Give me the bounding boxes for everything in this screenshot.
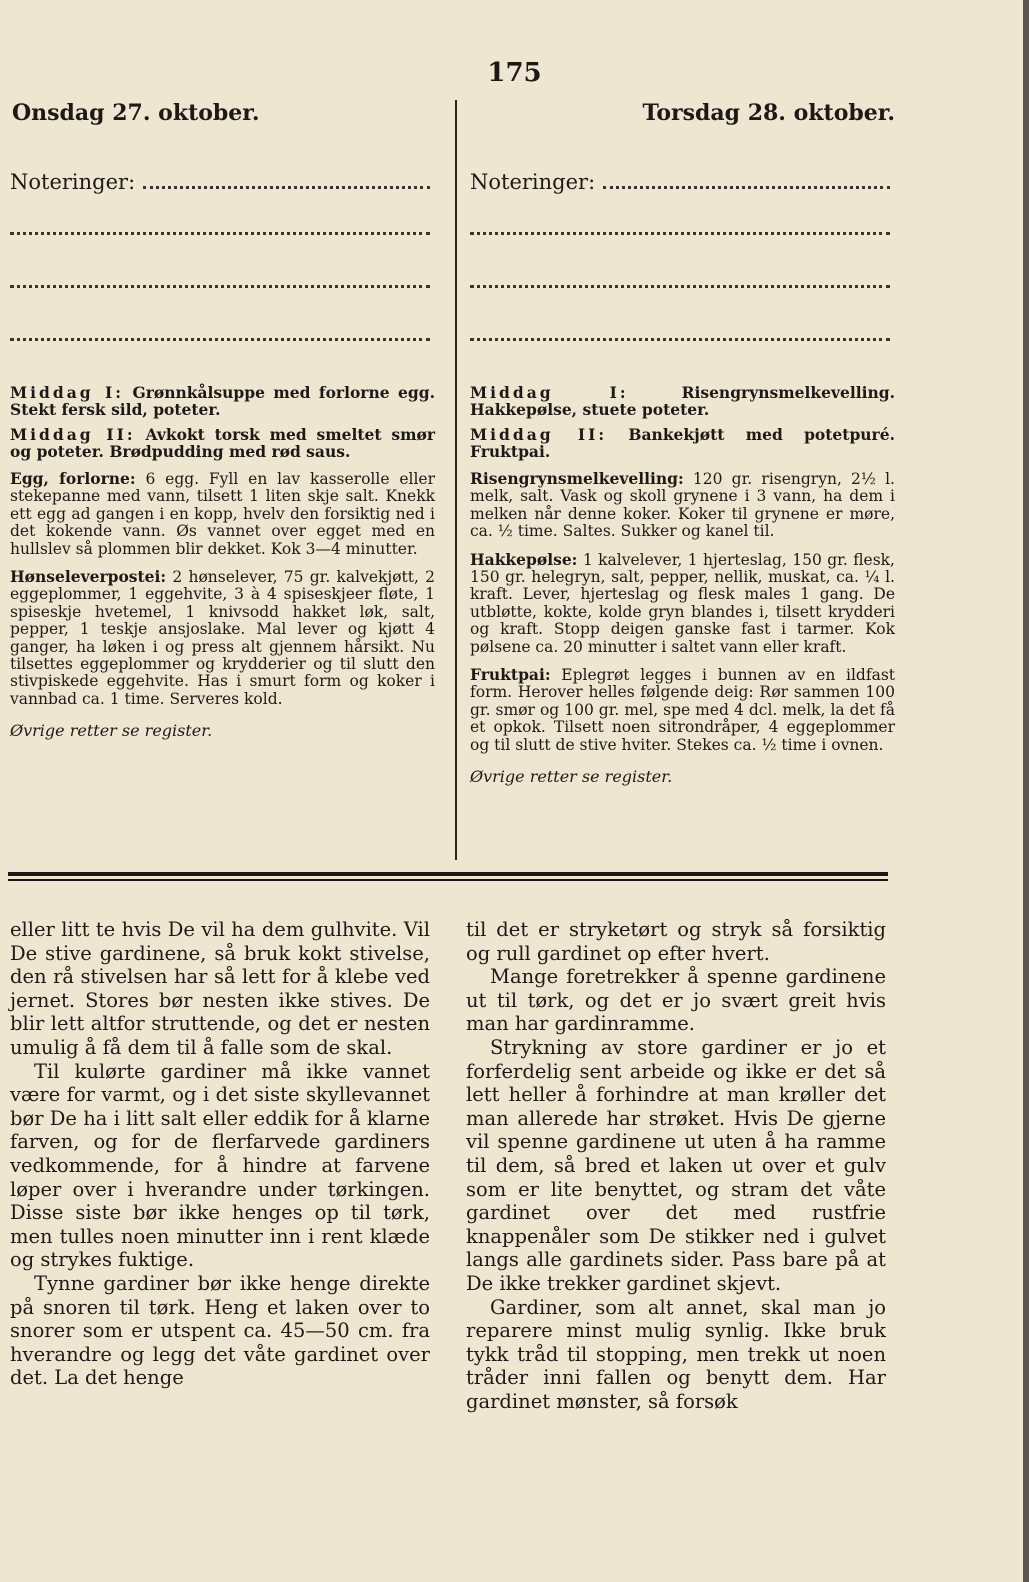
article-paragraph: Strykning av store gardiner er jo et forferdelig sent arbeide og ikke er det så lett heller å forhindre at man krøller det man allerede har strøket. Hvis De gjerne vil spenne gardinene ut uten å ha ramme til dem, så bred et laken ut over et gulv som er lite benyttet, og stram det våte gardinet over det med rustfrie knappenåler som De stikker ned i gulvet langs alle gardinets sider. Pass bare på at De ikke trekker gardinet skjevt. (466, 1035, 886, 1295)
dotted-line (10, 338, 430, 341)
article-paragraph: Til kulørte gardiner må ikke vannet være for varmt, og i det siste skyllevannet bør De ha i litt salt eller eddik for å klarne farven, og for de flerfarvede gardiners vedkommende, for å hindre at farvene løper over i hverandre under tørkingen. Disse siste bør ikke henges op til tørk, men tulles noen minutter inn i rent klæde og strykes fuktige. (10, 1059, 430, 1272)
dotted-line (10, 232, 430, 235)
page-edge (1023, 0, 1029, 1582)
menu-left (10, 384, 435, 740)
article-column-left (10, 918, 430, 1390)
recipes-right (470, 470, 895, 786)
register-note: Øvrige retter se register. (10, 721, 213, 741)
recipe: Hakkepølse: 1 kalvelever, 1 hjerteslag, 150 gr. flesk, 150 gr. helegryn, salt, pepper, nellik, muskat, ca. ¼ l. kraft. Lever, hjerteslag og flesk males 1 gang. De utbløtte, kokte, kolde gryn blandes i, tilsett krydderi og kraft. Stopp deigen ganske fast i tarmer. Kok pølsene ca. 20 minutter i saltet vann eller kraft. (470, 549, 895, 656)
notes-line-left (10, 170, 430, 194)
article-paragraph: Tynne gardiner bør ikke henge direkte på snoren til tørk. Heng et laken over to snorer som er utspent ca. 45—50 cm. fra hverandre og legg det våte gardinet over det. La det henge (10, 1271, 430, 1390)
recipe: Egg, forlorne: 6 egg. Fyll en lav kasserolle eller stekepanne med vann, tilsett 1 liten skje salt. Knekk ett egg ad gangen i en kopp, hvelv den forsiktig ned i det kokende vann. Øs vannet over egget med en hullslev så plommen blir dekket. Kok 3—4 minutter. (10, 469, 435, 558)
dotted-line (10, 285, 430, 288)
menu-item: Middag II: Avkokt torsk med smeltet smør og poteter. Brødpudding med rød saus. (10, 425, 435, 461)
dotted-line (470, 232, 890, 235)
dotted-line (470, 285, 890, 288)
recipes-left (10, 470, 435, 740)
menu-item: Middag I: Risengrynsmelkevelling. Hakkepølse, stuete poteter. (470, 383, 895, 419)
recipe: Fruktpai: Eplegrøt legges i bunnen av en ildfast form. Herover helles følgende deig: Rør sammen 100 gr. smør og 100 gr. mel, spe med 4 dcl. melk, la det få et opkok. Tilsett noen sitrondråper, 4 eggeplommer og til slutt de stive hviter. Stekes ca. ½ time i ovnen. (470, 665, 895, 754)
day-heading-wednesday: Onsdag 27. oktober. (12, 100, 260, 126)
dotted-line (603, 172, 890, 189)
column-divider (455, 100, 457, 860)
recipe: Risengrynsmelkevelling: 120 gr. risengryn, 2½ l. melk, salt. Vask og skoll grynene i 3 vann, ha dem i melken når denne koker. Koker til grynene er møre, ca. ½ time. Saltes. Sukker og kanel til. (470, 469, 895, 541)
menu-item: Middag II: Bankekjøtt med potetpuré. Fruktpai. (470, 425, 895, 461)
article-paragraph: til det er stryketørt og stryk så forsiktig og rull gardinet op efter hvert. (466, 918, 886, 965)
section-rule (8, 879, 888, 881)
dotted-line (143, 172, 430, 189)
day-heading-thursday: Torsdag 28. oktober. (642, 100, 895, 126)
menu-item: Middag I: Grønnkålsuppe med forlorne egg. Stekt fersk sild, poteter. (10, 383, 435, 419)
article-column-right (466, 918, 886, 1413)
recipe: Hønseleverpostei: 2 hønselever, 75 gr. kalvekjøtt, 2 eggeplommer, 1 eggehvite, 3 à 4 spiseskjeer fløte, 1 spiseskje hvetemel, 1 knivsodd hakket løk, salt, pepper, 1 teskje ansjoslake. Mal lever og kjøtt 4 ganger, ha løken i og press alt gjennem hårsikt. Nu tilsettes eggeplommer og krydderier og til slutt den stivpiskede eggehvite. Has i smurt form og koker i vannbad ca. 1 time. Serveres kold. (10, 567, 435, 708)
menu-right (470, 384, 895, 786)
dotted-line (470, 338, 890, 341)
notes-label: Noteringer: (10, 170, 136, 194)
section-rule (8, 872, 888, 876)
article-paragraph: eller litt te hvis De vil ha dem gulhvite. Vil De stive gardinene, så bruk kokt stivelse, den rå stivelsen har så lett for å klebe ved jernet. Stores bør nesten ikke stives. De blir lett altfor struttende, og det er nesten umulig å få dem til å falle som de skal. (10, 918, 430, 1059)
register-note: Øvrige retter se register. (470, 767, 673, 787)
article-paragraph: Gardiner, som alt annet, skal man jo reparere minst mulig synlig. Ikke bruk tykk tråd til stopping, men trekk ut noen tråder inni fallen og benytt dem. Har gardinet mønster, så forsøk (466, 1295, 886, 1413)
notes-line-right (470, 170, 890, 194)
article-paragraph: Mange foretrekker å spenne gardinene ut til tørk, og det er jo svært greit hvis man har gardinramme. (466, 965, 886, 1036)
page-number: 175 (487, 58, 542, 88)
notes-label: Noteringer: (470, 170, 596, 194)
